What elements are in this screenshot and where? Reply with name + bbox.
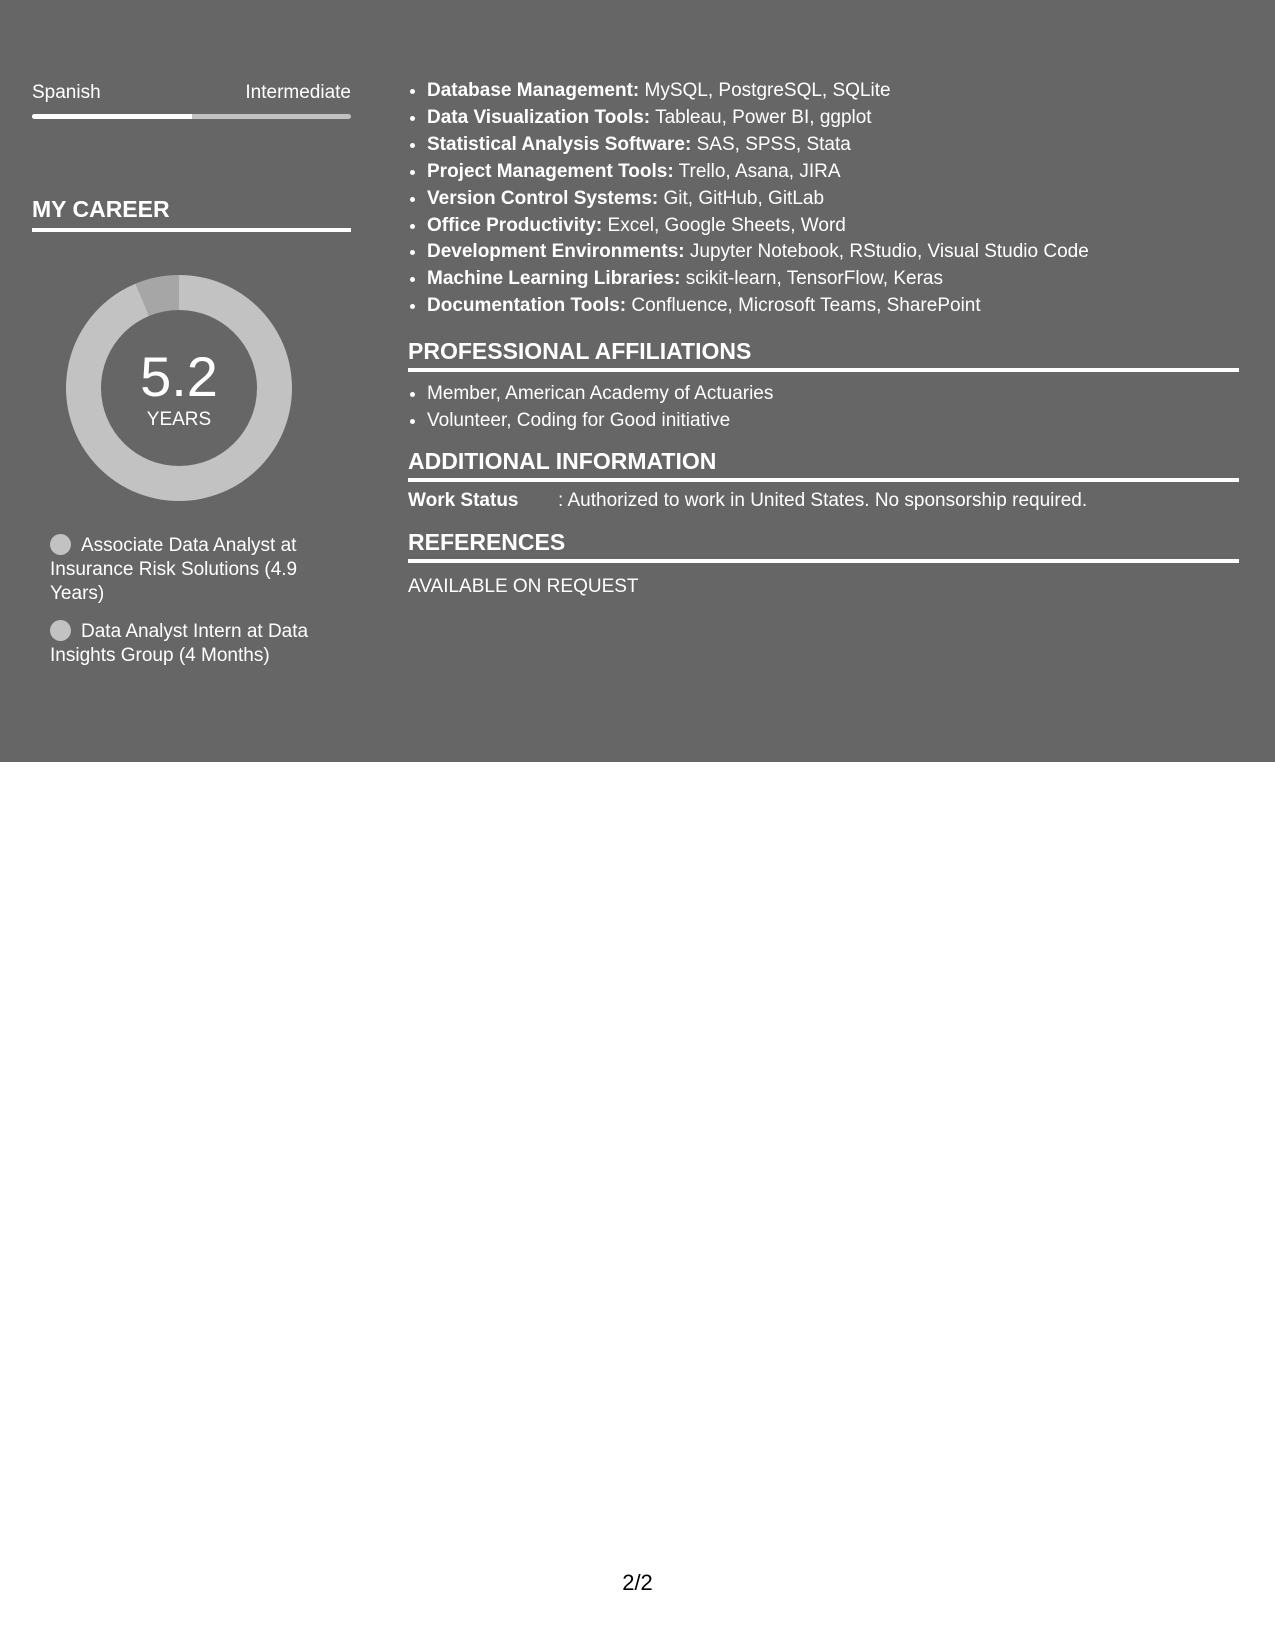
- references-heading: REFERENCES: [408, 529, 1239, 563]
- donut-center: [101, 310, 257, 466]
- career-heading: MY CAREER: [32, 196, 351, 232]
- language-row: [32, 82, 351, 104]
- right-column: [408, 78, 1239, 597]
- page-number: 2/2: [622, 1570, 653, 1595]
- affiliations-list: [408, 380, 773, 434]
- affiliation-item: • Volunteer, Coding for Good initiative: [427, 407, 773, 434]
- skill-item: [427, 132, 1239, 159]
- skill-label: Office Productivity:: [427, 214, 603, 236]
- skill-label: Data Visualization Tools:: [427, 106, 651, 128]
- work-status-row: [408, 490, 1087, 512]
- career-item-label: Data Analyst Intern at Data Insights Group (4 Months): [50, 621, 309, 666]
- work-status-label: Work Status: [408, 490, 519, 511]
- content-band: [0, 0, 1275, 762]
- skill-value: Confluence, Microsoft Teams, SharePoint: [631, 295, 981, 317]
- career-item: [50, 620, 330, 668]
- language-proficiency-bar: [32, 114, 351, 119]
- work-status-value: : Authorized to work in United States. No sponsorship required.: [558, 490, 1088, 511]
- additional-info-heading: ADDITIONAL INFORMATION: [408, 448, 1239, 482]
- skill-item: [427, 239, 1239, 266]
- affiliation-item: • Member, American Academy of Actuaries: [427, 380, 773, 407]
- career-item-label: Associate Data Analyst at Insurance Risk Solutions (4.9 Years): [50, 535, 298, 604]
- skill-label: Development Environments:: [427, 241, 685, 263]
- skill-value: SAS, SPSS, Stata: [696, 133, 851, 155]
- skill-value: Tableau, Power BI, ggplot: [655, 106, 872, 128]
- skill-item: [427, 105, 1239, 132]
- skill-value: scikit-learn, TensorFlow, Keras: [685, 268, 943, 290]
- skill-item: [427, 213, 1239, 240]
- skill-item: [427, 78, 1239, 105]
- skill-item: [427, 159, 1239, 186]
- career-item: [50, 534, 330, 606]
- skill-label: Machine Learning Libraries:: [427, 268, 681, 290]
- legend-dot-icon: [50, 534, 71, 555]
- career-total-unit: YEARS: [146, 409, 212, 430]
- career-list: [50, 534, 330, 682]
- skills-list: [408, 78, 1239, 320]
- skill-value: Excel, Google Sheets, Word: [607, 214, 846, 236]
- language-level: Intermediate: [245, 82, 351, 103]
- language-name: Spanish: [32, 82, 101, 103]
- skill-item: [427, 293, 1239, 320]
- language-proficiency-fill: [32, 114, 192, 119]
- career-donut-chart: [66, 275, 292, 501]
- skill-label: Database Management:: [427, 80, 640, 101]
- skill-value: Jupyter Notebook, RStudio, Visual Studio Code: [689, 241, 1089, 263]
- legend-dot-icon: [50, 620, 71, 641]
- career-total-value: 5.2: [140, 345, 218, 408]
- skill-label: Documentation Tools:: [427, 295, 627, 317]
- skill-label: Statistical Analysis Software:: [427, 133, 692, 155]
- skill-label: Project Management Tools:: [427, 160, 674, 182]
- skill-item: [427, 266, 1239, 293]
- affiliations-heading: PROFESSIONAL AFFILIATIONS: [408, 338, 1239, 372]
- skill-value: Git, GitHub, GitLab: [663, 187, 825, 209]
- skill-value: Trello, Asana, JIRA: [678, 160, 841, 182]
- skill-label: Version Control Systems:: [427, 187, 659, 209]
- skill-item: [427, 186, 1239, 213]
- references-text: AVAILABLE ON REQUEST: [408, 576, 639, 597]
- skill-value: MySQL, PostgreSQL, SQLite: [644, 80, 891, 101]
